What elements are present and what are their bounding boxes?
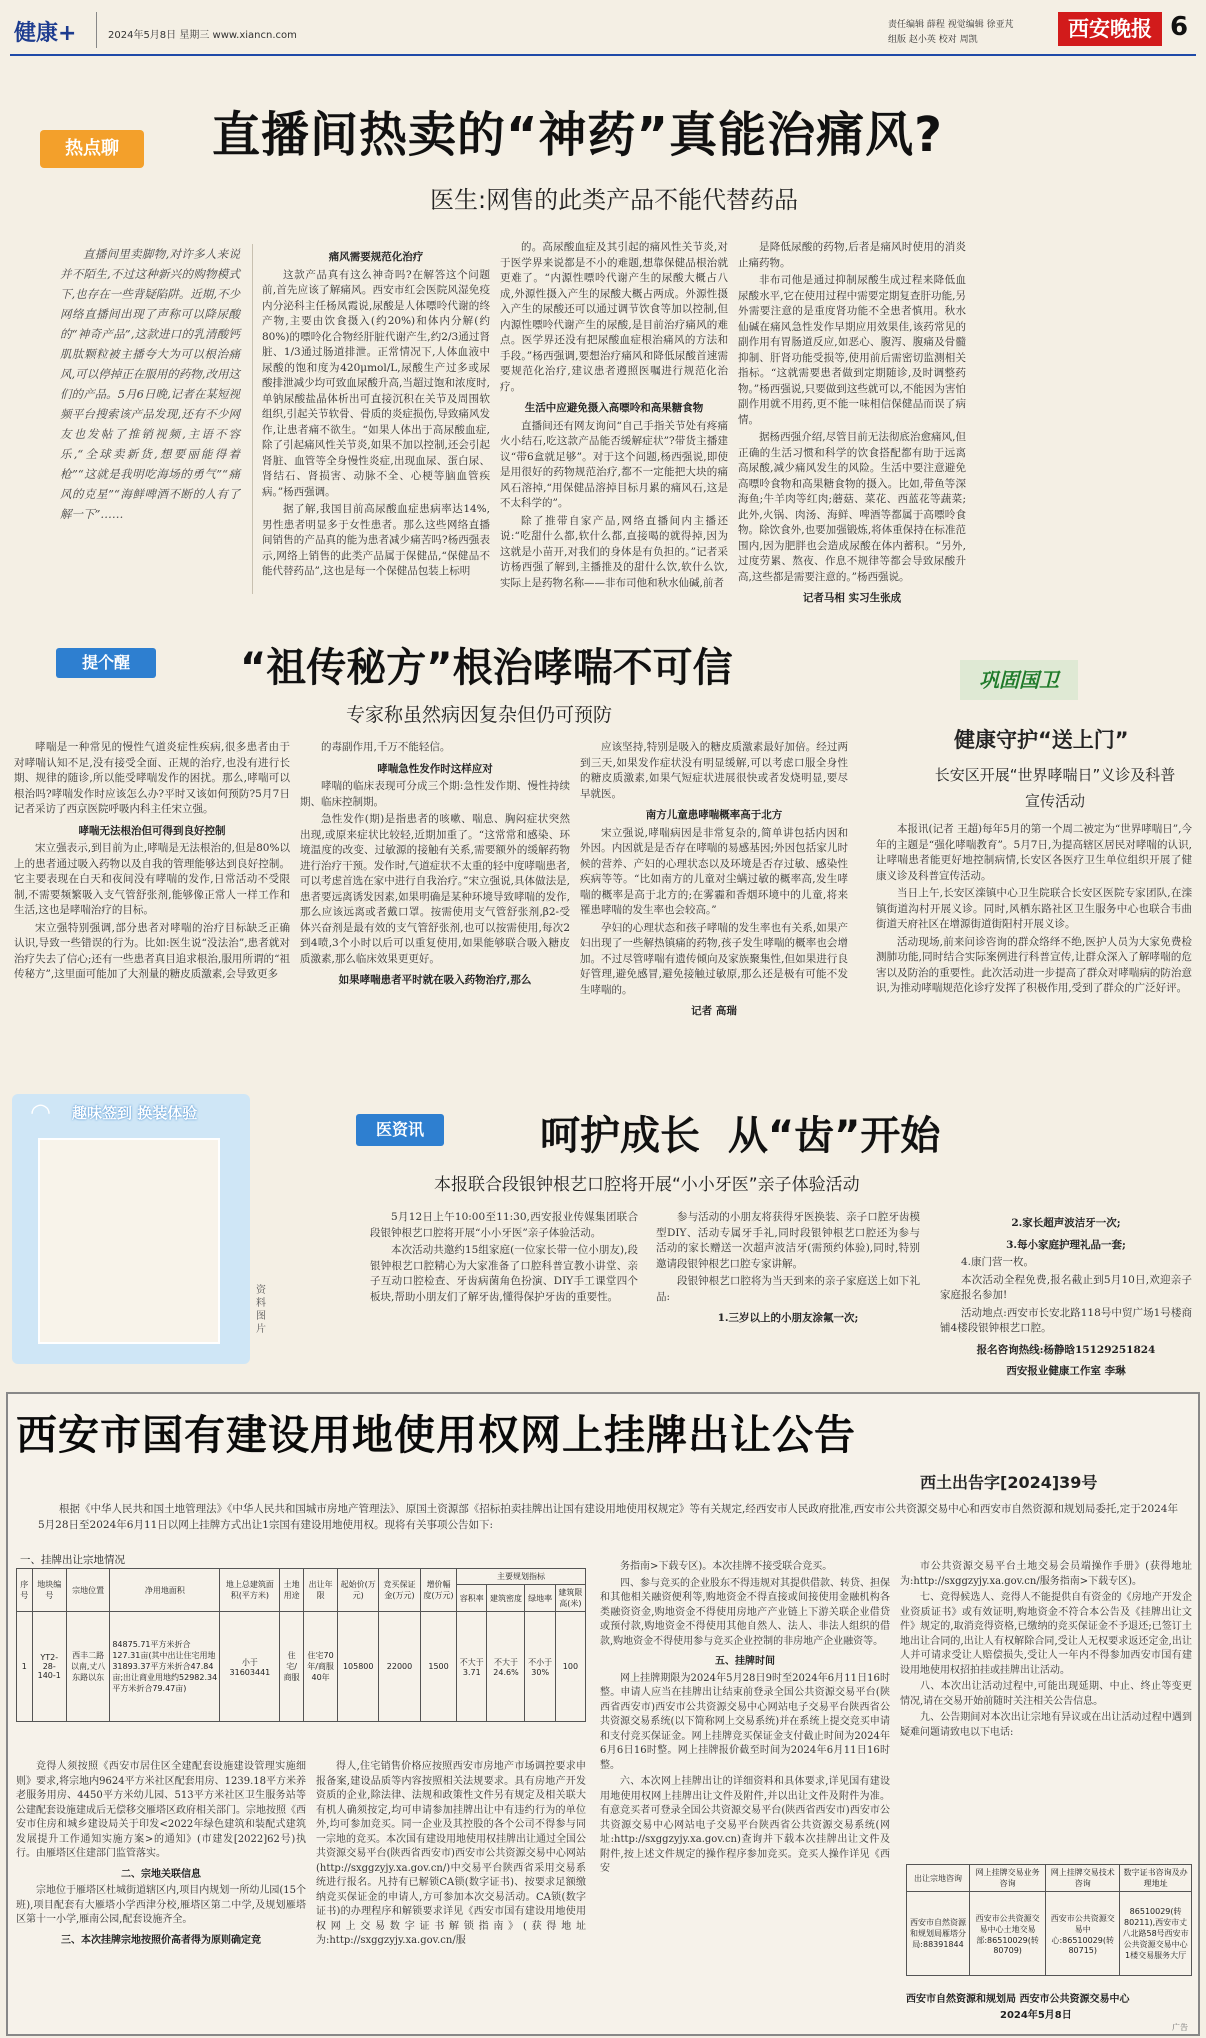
contact-td-2: 西安市公共资源交易中心:86510029(转80715)	[1046, 1892, 1120, 1976]
sidebar-body	[876, 822, 1192, 999]
tooth-icon: ◠	[30, 1098, 51, 1126]
article2-subtitle: 专家称虽然病因复杂但仍可预防	[346, 704, 613, 726]
th-group: 主要规划指标	[457, 1569, 586, 1585]
contact-td-1: 西安市公共资源交易中心土地交易部:86510029(转80709)	[970, 1892, 1046, 1976]
paragraph: 四、参与竞买的企业股东不得违规对其提供借款、转贷、担保和其他相关融资便利等,购地资金不得直接或间接使用金融机构各类融资资金,购地资金不得使用房地产产业链上下游关联企业借贷或预付款,购地资金不得使用其他自然人、法人、非法人组织的借款,购地资金不得使用参与竞买企业控制的非房地产企业融资等。	[600, 1577, 890, 1647]
article1-col2	[500, 240, 728, 593]
contact-th-3: 数字证书咨询及办理地址	[1120, 1865, 1192, 1892]
paragraph: 哮喘急性发作时这样应对	[377, 762, 493, 775]
paragraph: 急性发作(期)是指患者的咳嗽、喘息、胸闷症状突然出现,或原来症状比较轻,近期加重了。“这常常和感染、环境温度的改变、过敏源的接触有关系,需要额外的缓解药物进行治疗干预。发作时,气道症状不太重的轻中度哮喘患者,可以考虑首选在家中进行自我治疗。”宋立强说,具体做法是,患者要远离诱发因素,如果明确是某种环境导致哮喘的发作,那么应该远离或者戴口罩。按需使用支气管舒张剂,β2-受体兴奋剂是最有效的支气管舒张剂,也可以按需使用,每次2到4喷,3个小时以后可以重复使用,如果能够联合吸入糖皮质激素,那么临床效果更更好。	[300, 813, 570, 965]
paragraph: 这款产品真有这么神奇吗?在解答这个问题前,首先应该了解痛风。西安市红会医院风湿免疫内分泌科主任杨凤霞说,尿酸是人体嘌呤代谢的终产物,主要由饮食摄入(约20%)和体内分解(约80%)的嘌呤化合物经肝脏代谢产生,约2/3通过肾脏、1/3通过肠道排泄。正常情况下,人体血液中尿酸的饱和度为420μmol/L,尿酸生产过多或尿酸排泄减少均可致血尿酸升高,当超过饱和浓度时,单钠尿酸盐晶体析出可直接沉积在关节及周围软组织,引起关节软骨、骨质的炎症损伤,导致痛风发作,让患者痛不欲生。“如果人体出于高尿酸血症,除了引起痛风性关节炎,如果不加以控制,还会引起肾脏、血管等全身慢性炎症,出现血尿、蛋白尿、肾结石、肾损害、动脉不全、心梗等脑血管疾病。”杨西强调。	[262, 268, 490, 498]
article1-col1	[262, 244, 490, 582]
paragraph: 应该坚持,特别是吸入的糖皮质激素最好加倍。经过两到三天,如果发作症状没有明显缓解,可以考虑口服全身性的糖皮质激素,如果气短症状进展很快或者发烧明显,要尽早就医。	[580, 741, 848, 800]
announcement-col3	[600, 1560, 890, 1879]
divider	[252, 244, 253, 594]
paragraph: 市公共资源交易平台土地交易会员端操作手册》(获得地址为:http://sxggzyjy.xa.gov.cn/服务指南>下载专区)。	[900, 1561, 1192, 1587]
th-7: 起始价(万元)	[338, 1569, 379, 1612]
td-5: 住宅/商服	[280, 1612, 303, 1722]
paragraph: 本次活动共邀约15组家庭(一位家长带一位小朋友),段银钟根艺口腔精心为大家准备了口腔科普宣教小讲堂、亲子互动口腔检查、牙齿病菌角色扮演、DIY手工课堂四个板块,帮助小朋友们了解牙齿,懂得保护牙齿的重要性。	[370, 1244, 638, 1303]
article4-col3	[940, 1210, 1192, 1382]
paragraph: 哮喘是一种常见的慢性气道炎症性疾病,很多患者由于对哮喘认知不足,没有接受全面、正规的治疗,也没有进行长期、规律的随诊,所以能受哮喘发作的困扰。那么,哮喘可以根治吗?哮喘发作时应该怎么办?平时又该如何预防?5月7日记者采访了西京医院呼吸内科主任宋立强。	[14, 741, 290, 815]
paragraph: 直播间还有网友询问“自己手指关节处有疼痛火小结石,吃这款产品能否缓解症状”?带货主播建议“带6盒就足够”。对于这个问题,杨西强说,即使是用很好的药物规范治疗,都不一定能把大块的痛风石溶掉,“用保健品溶掉目标月累的痛风石,这是不太科学的”。	[500, 419, 728, 509]
announcement-col2	[316, 1760, 586, 1951]
td-11: 不大于24.6%	[487, 1612, 525, 1722]
article4-col1	[370, 1210, 638, 1307]
editors-line-1: 责任编辑 薛程 视觉编辑 徐亚芃	[888, 20, 1014, 30]
paragraph: 宋立强说,哮喘病因是非常复杂的,简单讲包括内因和外因。内因就是是否存在哮喘的易感基因;外因包括家儿时候的营养、产妇的心理状态以及环境是否存过敏、感染性疾病等等。“比如南方的儿童对尘螨过敏的概率高,发生哮喘的概率是高于北方的;在雾霾和香烟环境中的儿童,将来罹患哮喘的发生率也会较高。”	[580, 826, 848, 916]
paragraph: 段银钟根艺口腔将为当天到来的亲子家庭送上如下礼品:	[656, 1275, 920, 1303]
paragraph: 七、竞得候选人、竞得人不能提供自有资金的《房地产开发企业资质证书》或有效证明,购地资金不符合本公告及《挂牌出让文件》规定的,取消竞得资格,已缴纳的竞买保证金不予退还;已签订土地出让合同的,出让人有权解除合同,受让人无权要求返还定金,出让人并可请求受让人赔偿损失,受让人一年内不得参加西安市国有建设用地使用权招拍挂或挂牌出让活动。	[900, 1592, 1192, 1676]
th-5: 土地用途	[280, 1569, 303, 1612]
td-1: YT2-28-140-1	[32, 1612, 66, 1722]
hot-topic-tag: 热点聊	[40, 130, 144, 168]
paragraph: 据杨西强介绍,尽管目前无法彻底治愈痛风,但正确的生活习惯和科学的饮食搭配都有助于远离高尿酸,减少痛风发生的风险。生活中要注意避免高嘌呤食物和高果糖食物的摄入。比如,带鱼等深海鱼;牛羊肉等红肉;蘑菇、菜花、西蓝花等蔬菜;此外,火锅、肉汤、海鲜、啤酒等都属于高嘌呤食物。除饮食外,也要加强锻炼,将体重保持在标准范围内,因为肥胖也会造成尿酸在体内蓄积。“另外,过度劳累、熬夜、作息不规律等都会导致尿酸升高,这些都是需要注意的。”杨西强说。	[738, 431, 966, 583]
paragraph: 2.家长超声波洁牙一次;	[1011, 1217, 1121, 1229]
page-number: 6	[1170, 12, 1189, 42]
article1-col3	[738, 240, 966, 609]
td-3: 84875.71平方米折合127.31亩(其中出让住宅用地31893.37平方米折合47.84亩;出让商业用地约52982.34平方米折合79.47亩)	[110, 1612, 220, 1722]
announcement-signoff: 西安市自然资源和规划局 西安市公共资源交易中心	[906, 1994, 1130, 2005]
td-2: 西丰二路以南,丈八东路以东	[67, 1612, 110, 1722]
paragraph: 4.康门营一枚。	[961, 1256, 1035, 1268]
paragraph: 当日上午,长安区滦镇中心卫生院联合长安区医院专家团队,在滦镇街道沟村开展义诊。同时,风栖东路社区卫生服务中心也联合韦曲街道天府社区在增源街道街阳村开展义诊。	[876, 887, 1192, 930]
section1-heading: 一、挂牌出让宗地情况	[20, 1554, 125, 1566]
paragraph: 六、本次网上挂牌出让的详细资料和具体要求,详见国有建设用地使用权网上挂牌出让文件及附件,并以出让文件及附件为准。有意竞买者可登录全国公共资源交易平台(陕西省西安市)西安市公共资源交易中心网站电子交易平台陕西省公共资源交易系统(网址:http://sxggzyjy.xa.gov.cn)查询并下载本次挂牌出让文件及附件,按上述文件规定的操作程序参加竞买。竞买人操作详见《西安	[600, 1776, 890, 1874]
land-table	[16, 1568, 586, 1722]
paragraph: 网上挂牌期限为2024年5月28日9时至2024年6月11日16时整。申请人应当在挂牌出让结束前登录全国公共资源交易平台(陕西省西安市)西安市公共资源交易中心网站电子交易平台陕西省公共资源交易系统(以下简称网上交易系统)并在系统上提交竞买申请和支付竞买保证金。网上挂牌竞买保证金支付截止时间为2024年6月6日16时整。网上挂牌报价截至时间为2024年6月11日16时整。	[600, 1672, 890, 1771]
paragraph: 报名咨询热线:杨静晗15129251824	[976, 1343, 1156, 1356]
th-0: 序号	[17, 1569, 33, 1612]
th-10: 容积率	[457, 1585, 487, 1612]
paragraph: 除了推带自家产品,网络直播间内主播还说:“吃甜什么都,软什么都,直接喝的就得掉,因为这就是小苗开,对我们的身体是有负担的。”记者采访杨西强了解到,主播推及的甜什么饮,软什么饮,实际上是药物名称——非布司他和秋水仙碱,前者	[500, 514, 728, 589]
article1-lead: 直播间里卖脚物,对许多人来说并不陌生,不过这种新兴的购物模式下,也存在一些背疑陷阱。近期,不少网络直播间出现了声称可以降尿酸的“神奇产品”,这款进口的乳清酸钙肌肽颗粒被主播夸大为可以根治痛风,可以停掉正在服用的药物,改用这们的产品。5月6日晚,记者在某短视频平台搜索该产品发现,还有不少网友也发帖了推销视频,主语不容乐,“全球卖新货,想要丽能得着枪”“这就是我明吃海场的勇气”“痛风的克星”“海鲜啤酒不断的人有了解一下”……	[60, 247, 240, 521]
paragraph: 西安报业健康工作室 李琳	[1006, 1365, 1126, 1377]
paragraph: 3.每小家庭护理礼品一套;	[1006, 1238, 1126, 1251]
th-3: 净用地面积	[110, 1569, 220, 1612]
contact-table	[906, 1864, 1192, 1976]
contact-th-0: 出让宗地咨询	[907, 1865, 970, 1892]
paragraph: 宗地位于雁塔区杜城街道辖区内,项目内规划一所幼儿园(15个班),项目配套有大雁塔小学西津分校,雁塔区第二中学,及规划雁塔区第十一小学,雁南公园,配套设施齐全。	[16, 1885, 306, 1925]
announcement-date: 2024年5月8日	[1000, 2010, 1072, 2021]
paragraph: 1.三岁以上的小朋友涂氟一次;	[717, 1312, 859, 1324]
article2-headline: “祖传秘方”根治哮喘不可信	[240, 645, 733, 691]
paragraph: 五、挂牌时间	[715, 1656, 775, 1667]
announcement-col4	[900, 1560, 1192, 1742]
contact-th-1: 网上挂牌交易业务咨询	[970, 1865, 1046, 1892]
paragraph: 宋立强特别强调,部分患者对哮喘的治疗目标缺乏正确认识,导致一些错误的行为。比如:医生说“没法治”,患者就对治疗失去了信心;还有一些患者真目追求根治,服用所谓的“祖传秘方”,这里面可能加了大剂量的糖皮质激素,会导致更多	[14, 921, 290, 980]
paragraph: 活动现场,前来问诊咨询的群众络绎不绝,医护人员为大家免费检测肺功能,同时结合实际案例进行科普宣传,让群众深入了解哮喘的危害以及防治的重要性。此次活动进一步提高了群众对哮喘病的防治意识,为推动哮喘规范化诊疗发挥了积极作用,受到了群众的广泛好评。	[876, 935, 1192, 994]
paragraph: 生活中应避免摄入高嘌呤和高果糖食物	[524, 402, 704, 414]
issue-date: 2024年5月8日 星期三 www.xiancn.com	[108, 30, 297, 41]
paragraph: 参与活动的小朋友将获得牙医换装、亲子口腔牙齿模型DIY、活动专属牙手礼,同时段银钟根艺口腔还为参与活动的家长赠送一次超声波洁牙(需预约体验),同时,特别邀请段银钟根艺口腔专家讲解。	[656, 1211, 920, 1270]
article1-headline: 直播间热卖的“神药”真能治痛风?	[212, 107, 943, 163]
announcement-doc-no: 西土出告字[2024]39号	[920, 1473, 1098, 1492]
th-4: 地上总建筑面积(平方米)	[220, 1569, 280, 1612]
paragraph: 南方儿童患哮喘概率高于北方	[645, 809, 783, 821]
photo-caption: 资料图片	[256, 1285, 266, 1335]
th-1: 地块编号	[32, 1569, 66, 1612]
announcement-col1	[16, 1760, 306, 1950]
paragraph: 竞得人须按照《西安市居住区全建配套设施建设管理实施细则》要求,将宗地内9624平方米社区配套用房、1239.18平方米养老服务用房、4450平方米幼儿园、513平方米社区卫生服务站等公建配套设施建成后无偿移交雁塔区政府相关部门。宗地按照《西安市住房和城乡建设局关于印发<2022年绿色建筑和装配式建筑发展提升工作通知实施方案>的通知》(市建发[2022]62号)执行。由雁塔区住建部门监管落实。	[16, 1761, 306, 1859]
section-label: 健康+	[14, 21, 77, 46]
td-12: 不小于30%	[525, 1612, 555, 1722]
paragraph: 记者马相 实习生张成	[802, 592, 902, 604]
article4-subtitle: 本报联合段银钟根艺口腔将开展“小小牙医”亲子体验活动	[434, 1175, 860, 1195]
paragraph: 本报讯(记者 王超)每年5月的第一个周二被定为“世界哮喘日”,今年的主题是“强化哮喘教育”。5月7日,为提高辖区居民对哮喘的认识,让哮喘患者能更好地控制病情,长安区各医疗卫生单位组织开展了健康义诊及科普宣传活动。	[876, 823, 1192, 882]
td-7: 105800	[338, 1612, 379, 1722]
contact-td-3: 86510029(转80211),西安市丈八北路58号西安市公共资源交易中心1楼交易服务大厅	[1120, 1892, 1192, 1976]
paragraph: 的。高尿酸血症及其引起的痛风性关节炎,对于医学界来说都是不小的难题,想靠保健品根治就更难了。“内源性嘌呤代谢产生的尿酸大概占八成,外源性摄入产生的尿酸大概占两成。外源性摄入产生的尿酸还可以通过调节饮食等加以控制,但内源性嘌呤代谢产生的尿酸,是目前治疗痛风的难点。医学界还没有把尿酸血症根治痛风的方法和手段。”杨西强调,要想治疗痛风和降低尿酸首速需要规范化治疗,建议患者遵照医嘱进行规范化治疗。	[500, 241, 728, 393]
reminder-tag: 提个醒	[56, 648, 156, 678]
paragraph: 记者 高瑞	[691, 1005, 737, 1017]
paragraph: 二、宗地关联信息	[121, 1868, 201, 1880]
paragraph: 务指南>下载专区)。本次挂牌不接受联合竞买。	[620, 1561, 833, 1572]
announcement-title: 西安市国有建设用地使用权网上挂牌出让公告	[16, 1411, 856, 1459]
th-12: 绿地率	[525, 1585, 555, 1612]
paragraph: 的毒副作用,千万不能轻信。	[321, 741, 451, 753]
article2-col2	[300, 740, 570, 991]
paragraph: 三、本次挂牌宗地按照价高者得为原则确定竞	[61, 1934, 261, 1946]
medical-news-tag: 医资讯	[356, 1114, 444, 1146]
newspaper-logo: 西安晚报	[1058, 12, 1162, 46]
paragraph: 非布司他是通过抑制尿酸生成过程来降低血尿酸水平,它在使用过程中需要定期复查肝功能,另外需要注意的是重度肾功能不全患者慎用。秋水仙碱在痛风急性发作早期应用效果佳,该药常见的副作用有胃肠道反应,如恶心、腹泻、腹痛及骨髓抑制、肝肾功能受损等,使用前后需密切监测相关指标。“这就需要患者做到定期随诊,及时调整药物。”杨西强说,只要做到这些就可以,不能因为害怕副作用就不用药,更不能一味相信保健品而误了病情。	[738, 274, 966, 426]
contact-td-0: 西安市自然资源和规划局雁塔分局:88391844	[907, 1892, 970, 1976]
ad-label: 广告	[1172, 2023, 1188, 2032]
paragraph: 5月12日上午10:00至11:30,西安报业传媒集团联合段银钟根艺口腔将开展“小小牙医”亲子体验活动。	[370, 1211, 638, 1239]
paragraph: 如果哮喘患者平时就在吸入药物治疗,那么	[338, 974, 532, 986]
article4-col2	[656, 1210, 920, 1329]
paragraph: 得人,住宅销售价格应按照西安市房地产市场调控要求申报备案,建设品质等内容按照相关法规要求。具有房地产开发资质的企业,除法律、法规和政策性文件另有规定及相关联大有机人确须按定,均可申请参加挂牌出让中有违约行为的单位外,均可参加竞买。同一企业及其控股的各个公司不得参与同一宗地的竞买。本次国有建设用地使用权挂牌出让通过全国公共资源交易平台(陕西省西安市)西安市公共资源交易中心网站(http://sxggzyjy.xa.gov.cn/)中交易平台陕西省采用交易系统进行报名。凡持有已解锁CA锁(数字证书)、按要求足额缴纳竞买保证金的申请人,方可参加本次交易活动。CA锁(数字证书)的办理程序和解锁要求详见《西安市国有建设用地使用权网上交易数字证书解锁指南》(获得地址为:http://sxggzyjy.xa.gov.cn/服	[316, 1761, 586, 1946]
paragraph: 九、公告期间对本次出让宗地有异议或在出让活动过程中遇到疑难问题请致电以下电话:	[900, 1712, 1192, 1738]
td-8: 22000	[378, 1612, 420, 1722]
paragraph: 本次活动全程免费,报名截止到5月10日,欢迎亲子家庭报名参加!	[940, 1273, 1192, 1301]
td-13: 100	[555, 1612, 585, 1722]
th-2: 宗地位置	[67, 1569, 110, 1612]
sidebar-headline: 健康守护“送上门”	[954, 728, 1129, 752]
contact-th-2: 网上挂牌交易技术咨询	[1046, 1865, 1120, 1892]
td-10: 不大于3.71	[457, 1612, 487, 1722]
poster-photo	[38, 1138, 220, 1344]
th-9: 增价幅度(万元)	[421, 1569, 457, 1612]
dental-poster	[12, 1094, 250, 1364]
sidebar-subtitle: 长安区开展“世界哮喘日”义诊及科普宣传活动	[934, 766, 1176, 810]
national-health-badge: 巩固国卫	[960, 660, 1078, 700]
paragraph: 哮喘的临床表现可分成三个期:急性发作期、慢性持续期、临床控制期。	[300, 780, 570, 808]
paragraph: 八、本次出让活动过程中,可能出现延期、中止、终止等变更情况,请在交易开始前随时关注相关公告信息。	[900, 1681, 1192, 1707]
editors-line-2: 组版 赵小英 校对 周凯	[888, 35, 978, 45]
paragraph: 活动地点:西安市长安北路118号中贸广场1号楼商铺4楼段银钟根艺口腔。	[940, 1306, 1192, 1334]
th-8: 竞买保证金(万元)	[378, 1569, 420, 1612]
paragraph: 哮喘无法根治但可得到良好控制	[78, 824, 226, 837]
header-divider	[96, 12, 97, 48]
th-13: 建筑限高(米)	[555, 1585, 585, 1612]
td-0: 1	[17, 1612, 33, 1722]
announcement-intro: 根据《中华人民共和国土地管理法》《中华人民共和国城市房地产管理法》、原国土资源部《招标拍卖挂牌出让国有建设用地使用权规定》等有关规定,经西安市人民政府批准,西安市公共资源交易中心和西安市自然资源和规划局委托,定于2024年5月28日至2024年6月11日以网上挂牌方式出让1宗国有建设用地使用权。现将有关事项公告如下:	[38, 1503, 1178, 1531]
td-6: 住宅70年/商服40年	[303, 1612, 338, 1722]
th-11: 建筑密度	[487, 1585, 525, 1612]
article2-col1	[14, 740, 290, 985]
td-9: 1500	[421, 1612, 457, 1722]
paragraph: 是降低尿酸的药物,后者是痛风时使用的消炎止痛药物。	[738, 241, 966, 269]
th-6: 出让年限	[303, 1569, 338, 1612]
header-rule	[10, 54, 1196, 56]
paragraph: 据了解,我国目前高尿酸血症患病率达14%,男性患者明显多于女性患者。那么这些网络直播间销售的产品真的能为患者减少痛苦吗?杨西强表示,网络上销售的此类产品属于保健品,“保健品不能代替药品”,这也是每一个保健品包装上标明	[262, 503, 490, 577]
article4-headline: 呵护成长 从“齿”开始	[540, 1113, 941, 1159]
article1-subtitle: 医生:网售的此类产品不能代替药品	[430, 186, 799, 214]
paragraph: 孕妇的心理状态和孩子哮喘的发生率也有关系,如果产妇出现了一些解热镇痛的药物,孩子发生哮喘的概率也会增加。不过尽管哮喘有遗传倾向及家族聚集性,但如果进行良好管理,避免感冒,避免接触过敏原,那么还是极有可能不发生哮喘的。	[580, 921, 848, 996]
paragraph: 痛风需要规范化治疗	[328, 251, 424, 263]
paragraph: 宋立强表示,到目前为止,哮喘是无法根治的,但是80%以上的患者通过吸入药物以及自我的管理能够达到良好控制。它主要表现在白天和夜间没有哮喘的发作,日常活动不受限制,不需要频繁吸入支气管舒张剂,能够像正常人一样工作和生活,这也是哮喘治疗的目标。	[14, 842, 290, 916]
td-4: 小于31603441	[220, 1612, 280, 1722]
article2-col3	[580, 740, 848, 1022]
poster-title: 趣味签到 换装体验	[72, 1104, 198, 1122]
